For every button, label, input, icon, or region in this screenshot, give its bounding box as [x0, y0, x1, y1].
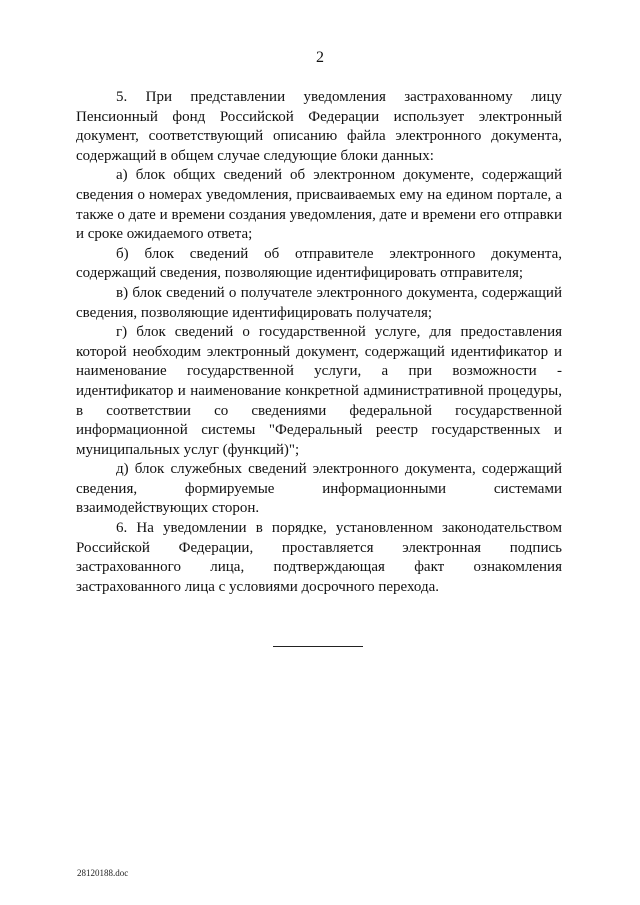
document-body — [76, 88, 562, 597]
paragraph-5d: г) блок сведений о государственной услуге, для предоставления которой необходим электронный документ, содержащий идентификатор и наименование государственной услуги, а при возможности - идентификатор и наименование конкретной административной процедуры, в соответствии со сведениями федеральной государственной информационной системы "Федеральный реестр государственных и муниципальных услуг (функций)"; — [76, 324, 562, 458]
paragraph-5b: б) блок сведений об отправителе электронного документа, содержащий сведения, позволяющие идентифицировать отправителя; — [76, 245, 562, 282]
page-number: 2 — [316, 49, 324, 66]
end-separator-line — [273, 646, 363, 647]
paragraph-5c: в) блок сведений о получателе электронного документа, содержащий сведения, позволяющие идентифицировать получателя; — [76, 284, 562, 321]
footer-doc-code: 28120188.doc — [77, 868, 129, 878]
paragraph-6: 6. На уведомлении в порядке, установленном законодательством Российской Федерации, проставляется электронная подпись застрахованного лица, подтверждающая факт ознакомления застрахованного лица с условиями досрочного перехода. — [76, 520, 562, 595]
paragraph-5a: а) блок общих сведений об электронном документе, содержащий сведения о номерах уведомления, присваиваемых ему на едином портале, а также о дате и времени создания уведомления, дате и времени его отправки и сроке ожидаемого ответа; — [76, 167, 562, 243]
paragraph-5: 5. При представлении уведомления застрахованному лицу Пенсионный фонд Российской Федерации использует электронный документ, соответствующий описанию файла электронного документа, содержащий в общем случае следующие блоки данных: — [76, 89, 562, 164]
paragraph-5e: д) блок служебных сведений электронного документа, содержащий сведения, формируемые информационными системами взаимодействующих сторон. — [76, 461, 562, 517]
